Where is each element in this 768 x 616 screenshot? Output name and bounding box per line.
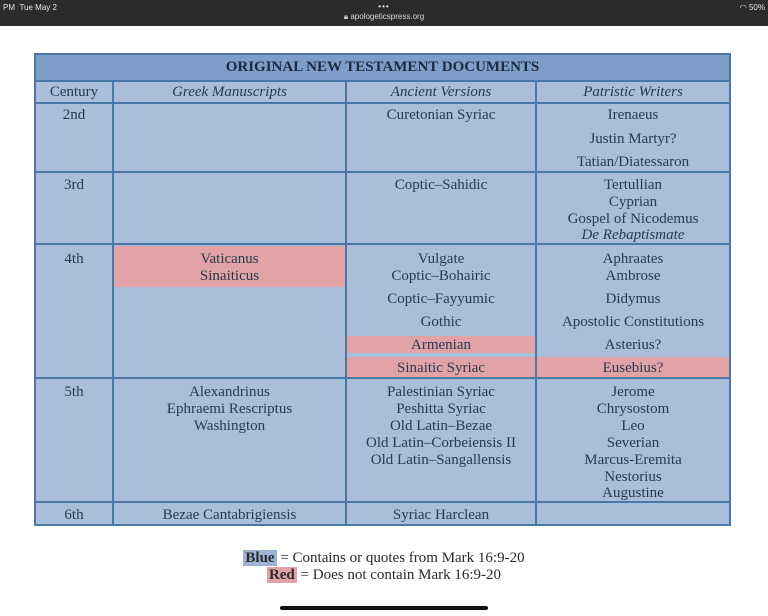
writer-item: De Rebaptismate	[581, 227, 685, 243]
column-divider	[112, 80, 114, 524]
century-label: 4th	[64, 251, 84, 267]
version-item: Peshitta Syriac	[396, 401, 486, 417]
writer-item: Augustine	[602, 485, 664, 501]
writer-item: Leo	[621, 418, 645, 434]
version-item: Old Latin–Sangallensis	[370, 452, 512, 468]
writer-item: Gospel of Nicodemus	[567, 211, 699, 227]
greek-item: Ephraemi Rescriptus	[166, 401, 293, 417]
row-divider	[36, 171, 729, 173]
version-item: Vulgate	[417, 251, 465, 267]
writer-item: Ambrose	[605, 268, 661, 284]
more-options-icon[interactable]: •••	[378, 2, 390, 11]
documents-table	[34, 53, 731, 526]
header-century: Century	[49, 84, 99, 100]
home-indicator[interactable]	[280, 606, 488, 610]
status-time: PM Tue May 2	[3, 3, 57, 12]
century-label: 2nd	[62, 107, 86, 123]
writer-item: Nestorius	[604, 469, 662, 485]
legend-blue	[0, 550, 768, 567]
url-text: apologeticspress.org	[350, 12, 425, 21]
writer-item: Apostolic Constitutions	[561, 314, 705, 330]
table-title: ORIGINAL NEW TESTAMENT DOCUMENTS	[36, 55, 729, 82]
row-divider	[36, 102, 729, 104]
writer-item: Tatian/Diatessaron	[576, 154, 690, 170]
status-bar	[0, 0, 768, 26]
century-label: 3rd	[64, 177, 84, 193]
lock-icon: 🔒︎	[343, 12, 349, 21]
wifi-icon: ◠	[739, 3, 747, 12]
version-item: Old Latin–Bezae	[389, 418, 493, 434]
version-item: Coptic–Fayyumic	[387, 291, 495, 307]
century-label: 5th	[64, 384, 84, 400]
version-item: Curetonian Syriac	[386, 107, 496, 123]
battery-percent: 50%	[748, 3, 765, 12]
legend-red	[0, 567, 768, 584]
writer-item: Jerome	[611, 384, 655, 400]
writer-item: Eusebius?	[602, 360, 664, 376]
greek-item: Washington	[193, 418, 266, 434]
legend-red-text: = Does not contain Mark 16:9-20	[296, 567, 502, 583]
address-bar[interactable]	[0, 12, 768, 22]
version-item: Coptic–Sahidic	[394, 177, 488, 193]
writer-item: Irenaeus	[607, 107, 659, 123]
writer-item: Cyprian	[608, 194, 658, 210]
version-item: Palestinian Syriac	[387, 384, 495, 400]
writer-item: Tertullian	[603, 177, 663, 193]
version-item: Armenian	[411, 337, 471, 353]
greek-item: Bezae Cantabrigiensis	[162, 507, 297, 523]
status-date: Tue May 2	[19, 3, 57, 12]
version-item: Sinaitic Syriac	[397, 360, 485, 376]
version-item: Gothic	[420, 314, 462, 330]
version-item: Old Latin–Corbeiensis II	[366, 435, 516, 451]
writer-item: Justin Martyr?	[589, 131, 677, 147]
status-right	[740, 3, 765, 12]
row-divider	[36, 377, 729, 379]
greek-item: Vaticanus	[200, 251, 259, 267]
greek-item: Alexandrinus	[189, 384, 270, 400]
writer-item: Severian	[606, 435, 660, 451]
legend-blue-text: = Contains or quotes from Mark 16:9-20	[276, 550, 525, 566]
writer-item: Marcus-Eremita	[584, 452, 682, 468]
version-item: Coptic–Bohairic	[391, 268, 491, 284]
writer-item: Didymus	[605, 291, 661, 307]
writer-item: Chrysostom	[596, 401, 670, 417]
century-label: 6th	[64, 507, 84, 523]
writer-item: Asterius?	[604, 337, 662, 353]
version-item: Syriac Harclean	[392, 507, 490, 523]
greek-item: Sinaiticus	[199, 268, 260, 284]
header-greek-manuscripts: Greek Manuscripts	[172, 84, 287, 100]
header-patristic-writers: Patristic Writers	[583, 84, 683, 100]
header-ancient-versions: Ancient Versions	[390, 84, 492, 100]
legend-red-key: Red	[268, 567, 295, 583]
writer-item: Aphraates	[602, 251, 664, 267]
legend-blue-key: Blue	[245, 550, 275, 566]
